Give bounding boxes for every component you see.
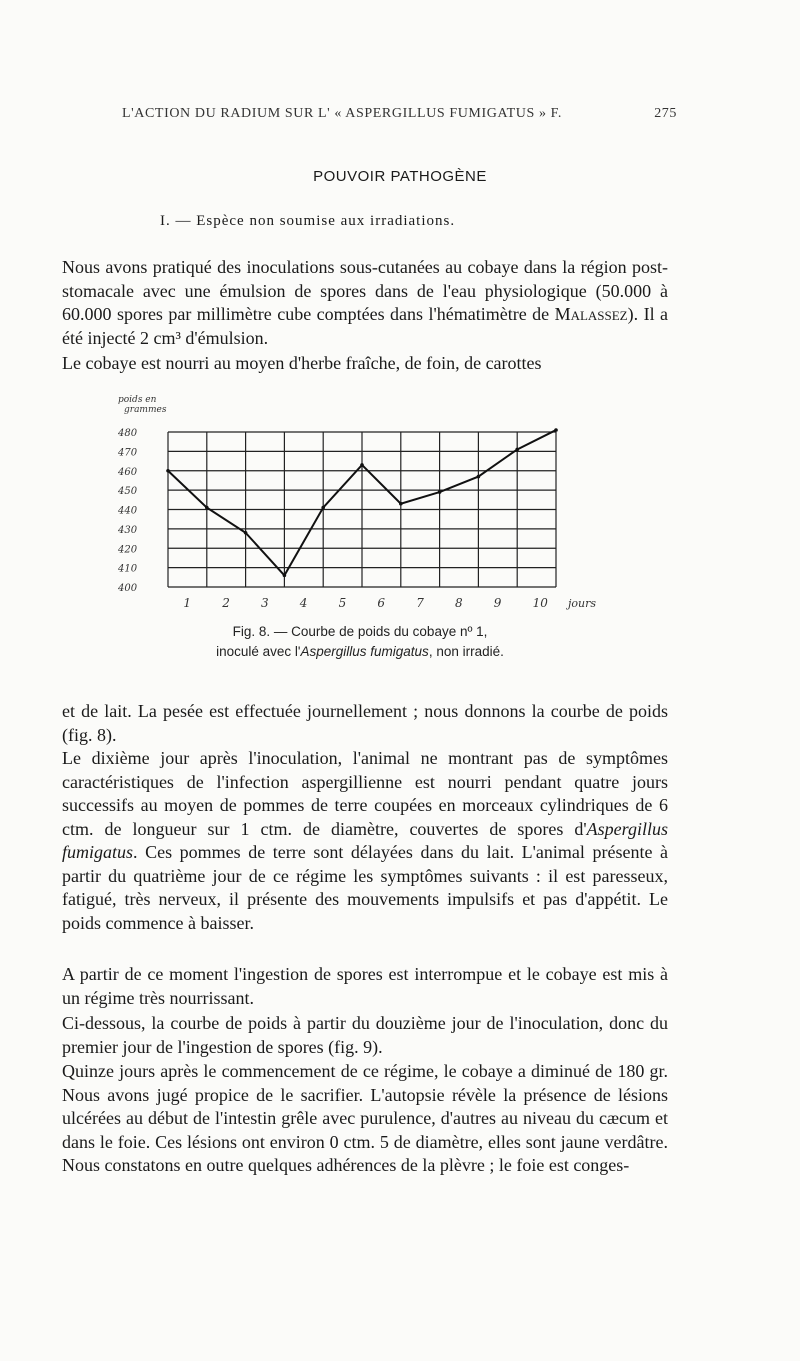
subsection-title: I. — Espèce non soumise aux irradiations. [160, 213, 456, 229]
paragraph-5: Ci-dessous, la courbe de poids à partir du douzième jour de l'inoculation, donc du premier jour de l'ingestion de spores (fig. 9). [62, 1013, 668, 1057]
data-point [438, 490, 442, 494]
data-point [283, 574, 287, 578]
y-tick-label: 410 [118, 563, 138, 575]
data-point [321, 506, 325, 510]
data-point [477, 475, 481, 479]
section-title: POUVOIR PATHOGÈNE [313, 168, 487, 185]
x-tick-label: 8 [455, 596, 463, 610]
x-tick-label: 7 [416, 596, 424, 610]
caption-line-1: Fig. 8. — Courbe de poids du cobaye nº 1, [232, 624, 488, 639]
y-tick-label: 450 [118, 486, 138, 498]
data-point [399, 502, 403, 506]
data-point [166, 469, 170, 473]
paragraph-2-end: et de lait. La pesée est effectuée journellement ; nous donnons la courbe de poids (fig. 8). [62, 701, 668, 745]
data-point [554, 428, 558, 432]
x-axis-label: jours [568, 597, 597, 610]
paragraph-6: Quinze jours après le commencement de ce régime, le cobaye a diminué de 180 gr. Nous avons jugé propice de le sacrifier. L'autopsie révèle la présence de lésions ulcérées au début de l'intestin grêle avec purulence, d'autres au niveau du cæcum et dans le foie. Ces lésions ont environ 0 ctm. 5 de diamètre, elles sont jaune verdâtre. Nous constatons en outre quelques adhérences de la plèvre ; le foie est conges- [62, 1061, 668, 1175]
chart-grid [117, 428, 596, 610]
y-tick-label: 400 [118, 583, 138, 594]
chart-axis-labels [118, 395, 167, 415]
y-axis-label: poids en [118, 395, 157, 405]
paragraph-4: A partir de ce moment l'ingestion de spores est interrompue et le cobaye est mis à un régime très nourrissant. [62, 964, 668, 1008]
data-point [515, 448, 519, 452]
y-tick-label: 480 [118, 428, 138, 439]
x-tick-label: 1 [183, 596, 192, 610]
caption-line-2: inoculé avec l'Aspergillus fumigatus, non irradié. [216, 644, 504, 659]
y-tick-label: 420 [118, 544, 138, 556]
weight-chart [0, 385, 800, 625]
running-head [122, 106, 677, 122]
data-point [205, 506, 209, 510]
y-tick-label: 470 [118, 447, 138, 459]
y-tick-label: 430 [118, 524, 138, 536]
y-axis-label-2: grammes [124, 405, 167, 415]
x-tick-label: 6 [377, 596, 386, 610]
page-number: 275 [654, 106, 677, 121]
running-title: L'ACTION DU RADIUM SUR L' « ASPERGILLUS FUMIGATUS » F. [122, 106, 563, 121]
paragraph-2-start: Le cobaye est nourri au moyen d'herbe fraîche, de foin, de carottes [62, 353, 542, 373]
x-tick-label: 4 [299, 596, 308, 610]
data-point [244, 531, 248, 535]
paragraph-3: Le dixième jour après l'inoculation, l'animal ne montrant pas de symptômes caractéristiques de l'infection aspergillienne est nourri pendant quatre jours successifs au moyen de pommes de terre coupées en morceaux cylindriques de 6 ctm. de longueur sur 1 ctm. de diamètre, couvertes de spores d'Aspergillus fumigatus. Ces pommes de terre sont délayées dans du lait. L'animal présente à partir du quatrième jour de ce régime les symptômes suivants : il est paresseux, fatigué, très nerveux, il présente des mouvements impulsifs et pas d'appétit. Le poids commence à baisser. [62, 748, 668, 933]
x-tick-label: 9 [493, 596, 502, 610]
y-tick-label: 440 [118, 505, 138, 517]
x-tick-label: 5 [338, 596, 347, 610]
x-tick-label: 3 [261, 596, 269, 610]
paragraph-1: Nous avons pratiqué des inoculations sous-cutanées au cobaye dans la région post-stomacale avec une émulsion de spores dans de l'eau physiologique (50.000 à 60.000 spores par millimètre cube comptées dans l'hématimètre de Malassez). Il a été injecté 2 cm³ d'émulsion. [62, 257, 668, 348]
y-tick-label: 460 [118, 466, 138, 478]
data-point [360, 463, 364, 467]
author-name: Malassez [554, 304, 628, 324]
x-tick-label: 10 [532, 596, 548, 610]
x-tick-label: 2 [222, 596, 230, 610]
figure-caption [0, 622, 720, 662]
